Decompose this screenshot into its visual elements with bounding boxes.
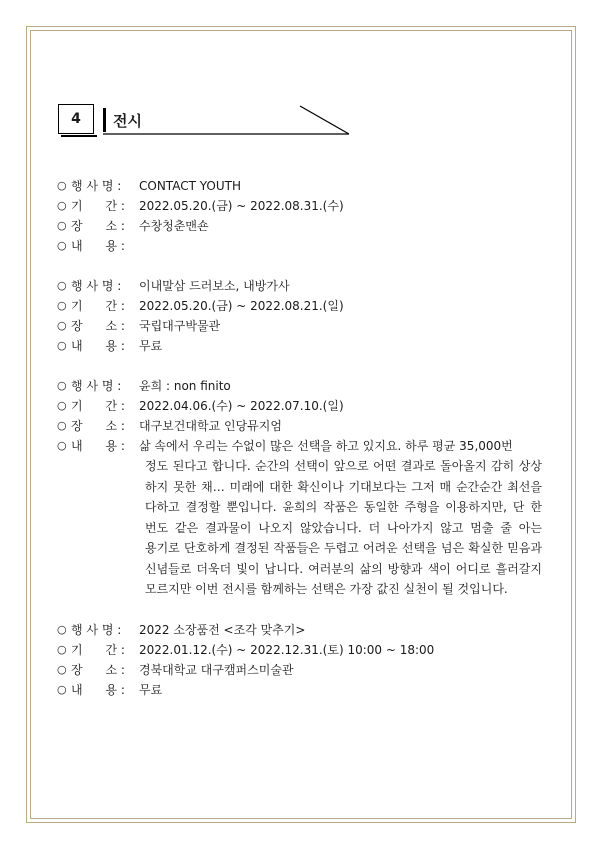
spacer — [57, 600, 557, 620]
bullet-icon: ○ — [57, 419, 67, 432]
exhibition-list — [57, 176, 557, 700]
place-label: 장 소 : — [71, 219, 125, 233]
bullet-icon: ○ — [57, 399, 67, 412]
exhibition-content: 무료 — [139, 682, 163, 697]
section-title: 전시 — [113, 112, 142, 130]
exhibition-name: 2022 소장품전 <조각 맞추기> — [139, 622, 306, 637]
exhibition-period: 2022.05.20.(금) ~ 2022.08.21.(일) — [139, 299, 344, 313]
bullet-icon: ○ — [57, 219, 67, 232]
section-number-shadow — [61, 135, 97, 137]
period-label: 기 간 : — [71, 399, 125, 413]
name-label: 행 사 명 : — [71, 379, 122, 393]
period-label: 기 간 : — [71, 199, 125, 213]
exhibition-place: 경북대학교 대구캠퍼스미술관 — [139, 662, 294, 677]
bullet-icon: ○ — [57, 239, 67, 252]
name-label: 행 사 명 : — [71, 279, 122, 293]
section-title-bar — [103, 108, 106, 132]
exhibition-place: 수창청춘맨숀 — [139, 219, 209, 233]
spacer — [57, 256, 557, 276]
exhibition-content: 무료 — [139, 339, 163, 353]
exhibition-4-content-row — [57, 680, 557, 700]
exhibition-period: 2022.01.12.(수) ~ 2022.12.31.(토) 10:00 ~ 18:00 — [139, 642, 435, 657]
bullet-icon: ○ — [57, 299, 67, 312]
exhibition-3-name-row — [57, 376, 557, 396]
bullet-icon: ○ — [57, 179, 67, 192]
content-label: 내 용 : — [71, 339, 125, 353]
exhibition-4-period-row — [57, 640, 557, 660]
exhibition-description: 정도 된다고 합니다. 순간의 선택이 앞으로 어떤 결과로 돌아올지 감히 상상 하지 못한 채… 미래에 대한 확신이나 기대보다는 그저 매 순간순간 최선을 다하고 결정할 뿐입니다. 윤희의 작품은 동일한 주형을 이용하지만, 단 한 번도 같은 결과물이 나오지 않았습니다. 더 나아가지 않고 멈출 줄 아는 용기로 단호하게 결정된 작품들은 두렵고 어려운 선택을 넘은 확실한 믿음과 신념들로 더욱더 빛이 납니다. 여러분의 삶의 방향과 색이 어디로 흘러갈지 모르지만 이번 전시를 함께하는 선택은 가장 값진 실천이 될 것입니다. — [145, 459, 542, 596]
section-title-area — [103, 104, 353, 138]
bullet-icon: ○ — [57, 642, 67, 656]
content-label: 내 용 : — [71, 239, 125, 253]
exhibition-3-content-row — [57, 436, 557, 456]
exhibition-name: CONTACT YOUTH — [139, 179, 241, 193]
exhibition-content: 삶 속에서 우리는 수없이 많은 선택을 하고 있지요. 하루 평균 35,000번 — [139, 439, 513, 453]
exhibition-3-period-row — [57, 396, 557, 416]
content-label: 내 용 : — [71, 439, 125, 453]
exhibition-period: 2022.04.06.(수) ~ 2022.07.10.(일) — [139, 399, 344, 413]
exhibition-place: 대구보건대학교 인당뮤지엄 — [139, 419, 282, 433]
exhibition-4-place-row — [57, 660, 557, 680]
section-header — [58, 104, 358, 138]
exhibition-1-place-row — [57, 216, 557, 236]
bullet-icon: ○ — [57, 339, 67, 352]
exhibition-2-period-row — [57, 296, 557, 316]
exhibition-1-name-row — [57, 176, 557, 196]
bullet-icon: ○ — [57, 319, 67, 332]
section-title-underline — [103, 104, 403, 138]
name-label: 행 사 명 : — [71, 622, 122, 637]
bullet-icon: ○ — [57, 199, 67, 212]
exhibition-period: 2022.05.20.(금) ~ 2022.08.31.(수) — [139, 199, 344, 213]
exhibition-place: 국립대구박물관 — [139, 319, 221, 333]
exhibition-2-content-row — [57, 336, 557, 356]
place-label: 장 소 : — [71, 662, 125, 677]
bullet-icon: ○ — [57, 682, 67, 696]
exhibition-2-place-row — [57, 316, 557, 336]
exhibition-content — [139, 236, 557, 256]
place-label: 장 소 : — [71, 419, 125, 433]
section-number: 4 — [58, 104, 94, 134]
exhibition-1-period-row — [57, 196, 557, 216]
exhibition-name: 이내말삼 드러보소, 내방가사 — [139, 279, 290, 293]
exhibition-4-name-row — [57, 620, 557, 640]
name-label: 행 사 명 : — [71, 179, 122, 193]
exhibition-3-place-row — [57, 416, 557, 436]
period-label: 기 간 : — [71, 642, 125, 657]
exhibition-2-name-row — [57, 276, 557, 296]
exhibition-name: 윤희 : non finito — [139, 379, 231, 393]
bullet-icon: ○ — [57, 662, 67, 676]
bullet-icon: ○ — [57, 279, 67, 292]
bullet-icon: ○ — [57, 622, 67, 636]
content-label: 내 용 : — [71, 682, 125, 697]
period-label: 기 간 : — [71, 299, 125, 313]
exhibition-1-content-row — [57, 236, 557, 256]
spacer — [57, 356, 557, 376]
place-label: 장 소 : — [71, 319, 125, 333]
bullet-icon: ○ — [57, 379, 67, 392]
bullet-icon: ○ — [57, 439, 67, 452]
